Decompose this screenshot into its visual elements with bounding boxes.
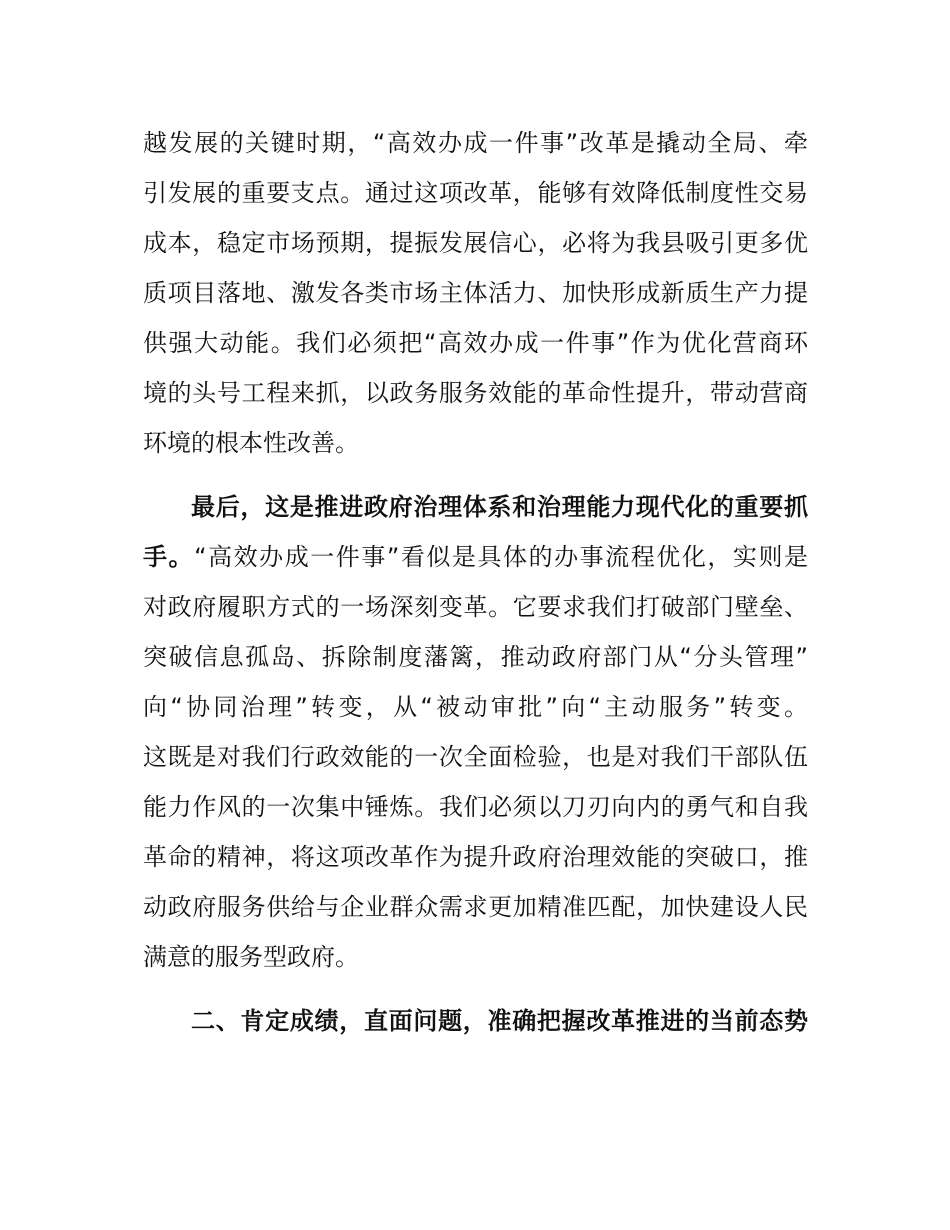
text-line: 对政府履职方式的一场深刻变革。它要求我们打破部门壁垒、 bbox=[143, 593, 808, 621]
bold-lead-sentence: 最后，这是推进政府治理体系和治理能力现代化的重要抓 bbox=[191, 493, 808, 521]
section-heading: 二、肯定成绩，直面问题，准确把握改革推进的当前态势 bbox=[191, 1007, 808, 1035]
text-span: “高效办成一件事”看似是具体的办事流程优化，实则是 bbox=[194, 543, 808, 571]
text-line: 环境的根本性改善。 bbox=[143, 429, 359, 457]
bold-lead-end: 手。 bbox=[143, 543, 195, 571]
text-line: 满意的服务型政府。 bbox=[143, 943, 359, 971]
text-line: 引发展的重要支点。通过这项改革，能够有效降低制度性交易 bbox=[143, 179, 808, 207]
text-line: 突破信息孤岛、拆除制度藩篱，推动政府部门从“分头管理” bbox=[143, 643, 808, 671]
paragraph-1 bbox=[143, 118, 808, 468]
text-line: 革命的精神，将这项改革作为提升政府治理效能的突破口，推 bbox=[143, 843, 808, 871]
text-line: 向“协同治理”转变，从“被动审批”向“主动服务”转变。 bbox=[143, 693, 808, 721]
text-line: 能力作风的一次集中锤炼。我们必须以刀刃向内的勇气和自我 bbox=[143, 793, 808, 821]
text-line: 供强大动能。我们必须把“高效办成一件事”作为优化营商环 bbox=[143, 329, 808, 357]
text-line: 越发展的关键时期，“高效办成一件事”改革是撬动全局、牵 bbox=[143, 129, 808, 157]
text-line: 成本，稳定市场预期，提振发展信心，必将为我县吸引更多优 bbox=[143, 229, 808, 257]
document-page bbox=[143, 118, 808, 1046]
text-line: 境的头号工程来抓，以政务服务效能的革命性提升，带动营商 bbox=[143, 379, 808, 407]
text-line bbox=[143, 532, 808, 582]
text-line: 质项目落地、激发各类市场主体活力、加快形成新质生产力提 bbox=[143, 279, 808, 307]
paragraph-2 bbox=[143, 482, 808, 982]
text-line: 这既是对我们行政效能的一次全面检验，也是对我们干部队伍 bbox=[143, 743, 808, 771]
text-line: 动政府服务供给与企业群众需求更加精准匹配，加快建设人民 bbox=[143, 893, 808, 921]
